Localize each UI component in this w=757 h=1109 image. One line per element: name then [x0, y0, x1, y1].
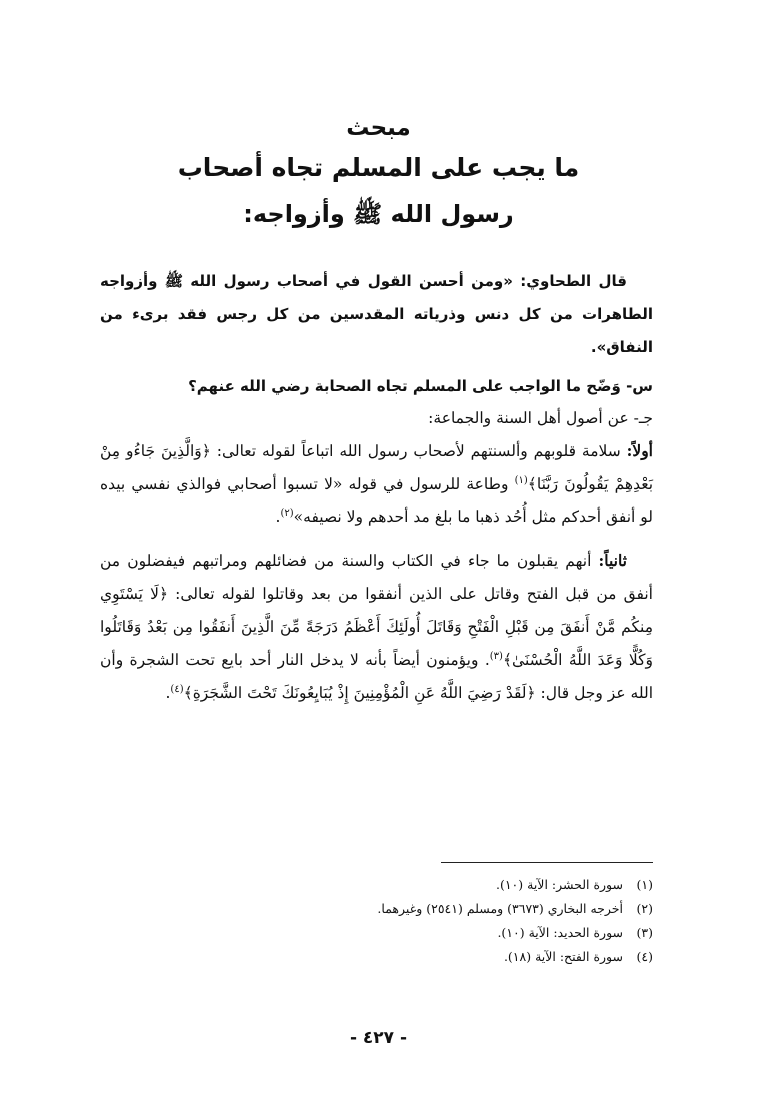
first-point-paragraph — [100, 434, 653, 534]
first-point-end: . — [275, 508, 281, 526]
second-point-paragraph — [100, 544, 653, 710]
second-point-text-b: . ويؤمنون أيضاً بأنه لا يدخل النار أحد بايع تحت الشجرة وأن الله عز وجل قال: ﴿لَقَدْ رَضِيَ اللَّهُ عَنِ الْمُؤْمِنِينَ إِذْ يُبَايِعُونَكَ تَحْتَ الشَّجَرَةِ﴾ — [100, 651, 653, 702]
second-point-end: . — [165, 684, 171, 702]
footnote-divider — [441, 862, 653, 863]
footnote-number: (٤) — [636, 949, 653, 964]
footnote-text: سورة الحشر: الآية (١٠). — [495, 877, 623, 892]
section-heading: مبحث — [346, 115, 411, 141]
main-text — [100, 265, 653, 710]
footnote-ref-2: (٢) — [280, 507, 294, 519]
footnote-ref-1: (١) — [514, 474, 528, 486]
second-point-label: ثانياً: — [598, 551, 627, 570]
footnote — [100, 873, 653, 897]
page-number: - ٤٢٧ - — [349, 1028, 408, 1048]
section-title-line-1: ما يجب على المسلم تجاه أصحاب — [177, 153, 580, 182]
footnote — [100, 897, 653, 921]
footnote-number: (١) — [636, 877, 653, 892]
answer-intro: جـ- عن أصول أهل السنة والجماعة: — [428, 409, 653, 427]
footnote — [100, 921, 653, 945]
first-point-text-a: سلامة قلوبهم وألسنتهم لأصحاب رسول الله اتباعاً لقوله تعالى: ﴿وَالَّذِينَ جَاءُو مِنْ بَعْدِهِمْ يَقُولُونَ رَبَّنَا﴾ — [100, 442, 654, 493]
footnote-number: (٣) — [636, 925, 653, 940]
first-point-label: أولاً: — [626, 441, 653, 460]
chapter-headings — [0, 112, 757, 230]
footnotes — [100, 873, 653, 969]
footnote — [100, 945, 653, 969]
question-paragraph: س- وَضّح ما الواجب على المسلم تجاه الصحابة رضي الله عنهم؟ — [188, 377, 653, 395]
footnote-text: سورة الحديد: الآية (١٠). — [497, 925, 623, 940]
footnote-ref-4: (٤) — [170, 683, 184, 695]
footnote-text: سورة الفتح: الآية (١٨). — [503, 949, 623, 964]
tahawi-quote-paragraph: قال الطحاوي: «ومن أحسن القول في أصحاب رسول الله ﷺ وأزواجه الطاهرات من كل دنس وذرياته المقدسين من كل رجس فقد برىء من النفاق». — [100, 272, 653, 356]
footnote-text: أخرجه البخاري (٣٦٧٣) ومسلم (٢٥٤١) وغيرهما. — [377, 901, 623, 916]
footnote-ref-3: (٣) — [489, 650, 503, 662]
second-point-text-a: أنهم يقبلون ما جاء في الكتاب والسنة من فضائلهم ومراتبهم فيفضلون من أنفق من قبل الفتح وقاتل على الذين أنفقوا من بعد وقاتلوا لقوله تعالى: ﴿لَا يَسْتَوِي مِنكُم مَّنْ أَنفَقَ مِن قَبْلِ الْفَتْحِ وَقَاتَلَ أُولَئِكَ أَعْظَمُ دَرَجَةً مِّنَ الَّذِينَ أَنفَقُوا مِن بَعْدُ وَقَاتَلُوا وَكُلًّا وَعَدَ اللَّهُ الْحُسْنَىٰ﴾ — [100, 552, 653, 669]
section-title-line-2: رسول الله ﷺ وأزواجه: — [243, 200, 514, 228]
footnote-number: (٢) — [636, 901, 653, 916]
first-point-text-b: وطاعة للرسول في قوله «لا تسبوا أصحابي فوالذي نفسي بيده لو أنفق أحدكم مثل أُحُد ذهبا ما بلغ مد أحدهم ولا نصيفه» — [100, 475, 653, 526]
